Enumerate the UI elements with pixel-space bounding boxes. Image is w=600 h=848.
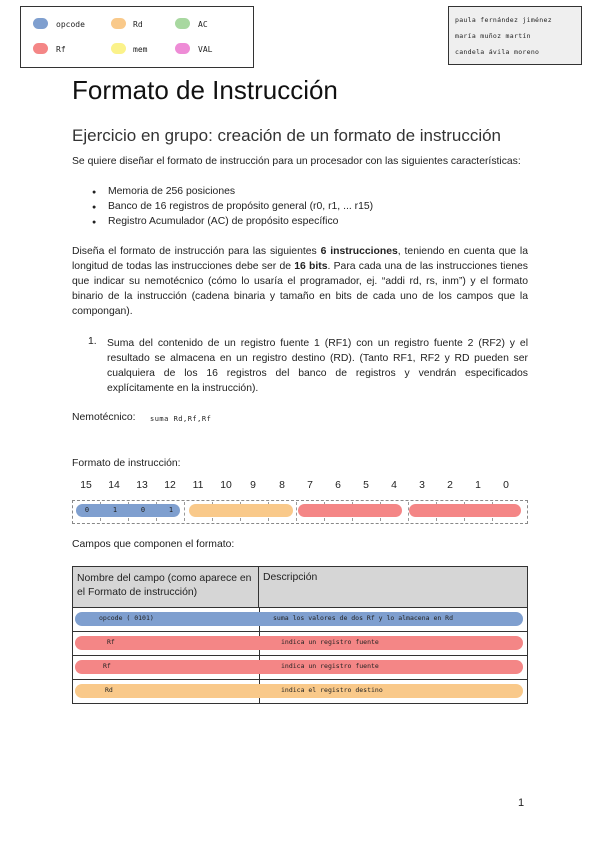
opcode-bit: 1: [168, 506, 174, 514]
table-row: [73, 656, 527, 680]
bullet-text: Registro Acumulador (AC) de propósito específico: [108, 216, 339, 227]
page-title: Formato de Instrucción: [72, 75, 338, 105]
bit-number: 12: [164, 480, 176, 491]
legend-label-mem: mem: [133, 45, 148, 54]
header-field-name: Nombre del campo (como aparece en el Formato de instrucción): [73, 567, 259, 607]
legend-swatch-val: [175, 43, 190, 54]
bit-number: 9: [250, 480, 256, 491]
item-1-text: Suma del contenido de un registro fuente 1 (RF1) con un registro fuente 2 (RF2) y el resultado se almacena en un registro destino (RD). (Tanto RF1, RF2 y RD pueden ser cualquiera de los 16 registros del banco de registros y vendrán especificados explícitamente en la instrucción).: [107, 338, 528, 394]
task-bold: 16 bits: [294, 261, 328, 272]
bit-number: 0: [503, 480, 509, 491]
legend-label-val: VAL: [198, 45, 213, 54]
field-description: indica un registro fuente: [281, 638, 379, 646]
legend-label-rf: Rf: [56, 45, 66, 54]
bullet-text: Memoria de 256 posiciones: [108, 186, 236, 197]
bullet-item: [92, 199, 373, 214]
legend-label-opcode: opcode: [56, 20, 85, 29]
field-description: indica el registro destino: [281, 686, 383, 694]
header-description: Descripción: [263, 572, 318, 583]
opcode-bit: 0: [84, 506, 90, 514]
task-text: . Para cada una de las instrucciones tienes que indicar su nemotécnico (cómo lo usaría el programador, ej. “addi rd, rs, inm”) y el formato binario de la instrucción (cadena binaria y tamaño en bits de cada uno de los campos que la compongan).: [72, 261, 529, 317]
field-description: indica un registro fuente: [281, 662, 379, 670]
legend-swatch-rd: [111, 18, 126, 29]
table-header: [73, 567, 527, 608]
bit-number: 3: [419, 480, 425, 491]
bit-number: 11: [192, 480, 204, 491]
field-description: suma los valores de dos Rf y lo almacena en Rd: [273, 614, 454, 622]
legend-label-rd: Rd: [133, 20, 143, 29]
table-row: [73, 632, 527, 656]
legend-swatch-mem: [111, 43, 126, 54]
rf1-field: [298, 504, 402, 517]
legend-swatch-opcode: [33, 18, 48, 29]
field-name: opcode ( 0101): [99, 614, 154, 622]
field-name: Rf: [107, 638, 115, 646]
bullet-item: [92, 214, 338, 229]
format-label: Formato de instrucción:: [72, 458, 181, 469]
bit-number: 10: [220, 480, 232, 491]
authors-box: [448, 6, 582, 65]
intro-paragraph: Se quiere diseñar el formato de instrucción para un procesador con las siguientes características:: [72, 156, 521, 167]
author-name: candela ávila moreno: [455, 48, 540, 56]
mnemonic-label: Nemotécnico:: [72, 412, 136, 423]
fields-table: [72, 566, 528, 704]
legend-label-ac: AC: [198, 20, 208, 29]
legend-swatch-ac: [175, 18, 190, 29]
task-text: , teniendo en cuenta que la longitud de todas las instrucciones debe ser de: [72, 246, 529, 272]
bit-number: 6: [335, 480, 341, 491]
bit-number: 4: [391, 480, 397, 491]
bit-number: 15: [80, 480, 92, 491]
field-name: Rd: [105, 686, 113, 694]
page-number: 1: [518, 797, 525, 809]
task-text: Diseña el formato de instrucción para las siguientes: [72, 246, 321, 257]
bullet-item: [92, 184, 235, 199]
opcode-bit: 1: [112, 506, 118, 514]
author-name: paula fernández jiménez: [455, 16, 552, 24]
task-bold: 6 instrucciones: [320, 246, 398, 257]
legend-swatch-rf: [33, 43, 48, 54]
mnemonic-value: suma Rd,Rf,Rf: [150, 415, 212, 423]
author-name: maría muñoz martín: [455, 32, 531, 40]
rd-field: [189, 504, 293, 517]
bit-number: 8: [279, 480, 285, 491]
bit-number: 5: [363, 480, 369, 491]
item-number: 1.: [88, 336, 97, 347]
field-name: Rf: [103, 662, 111, 670]
rf2-field: [409, 504, 521, 517]
bit-number: 7: [307, 480, 313, 491]
bit-number: 2: [447, 480, 453, 491]
bit-number: 14: [108, 480, 120, 491]
fields-label: Campos que componen el formato:: [72, 539, 235, 550]
color-legend: [20, 6, 254, 68]
task-paragraph: [72, 244, 528, 319]
table-row: [73, 680, 527, 703]
opcode-bit: 0: [140, 506, 146, 514]
bit-number: 1: [475, 480, 481, 491]
bit-number: 13: [136, 480, 148, 491]
bullet-text: Banco de 16 registros de propósito general (r0, r1, ... r15): [108, 201, 374, 212]
table-row: [73, 608, 527, 632]
page-subtitle: Ejercicio en grupo: creación de un formato de instrucción: [72, 126, 502, 145]
